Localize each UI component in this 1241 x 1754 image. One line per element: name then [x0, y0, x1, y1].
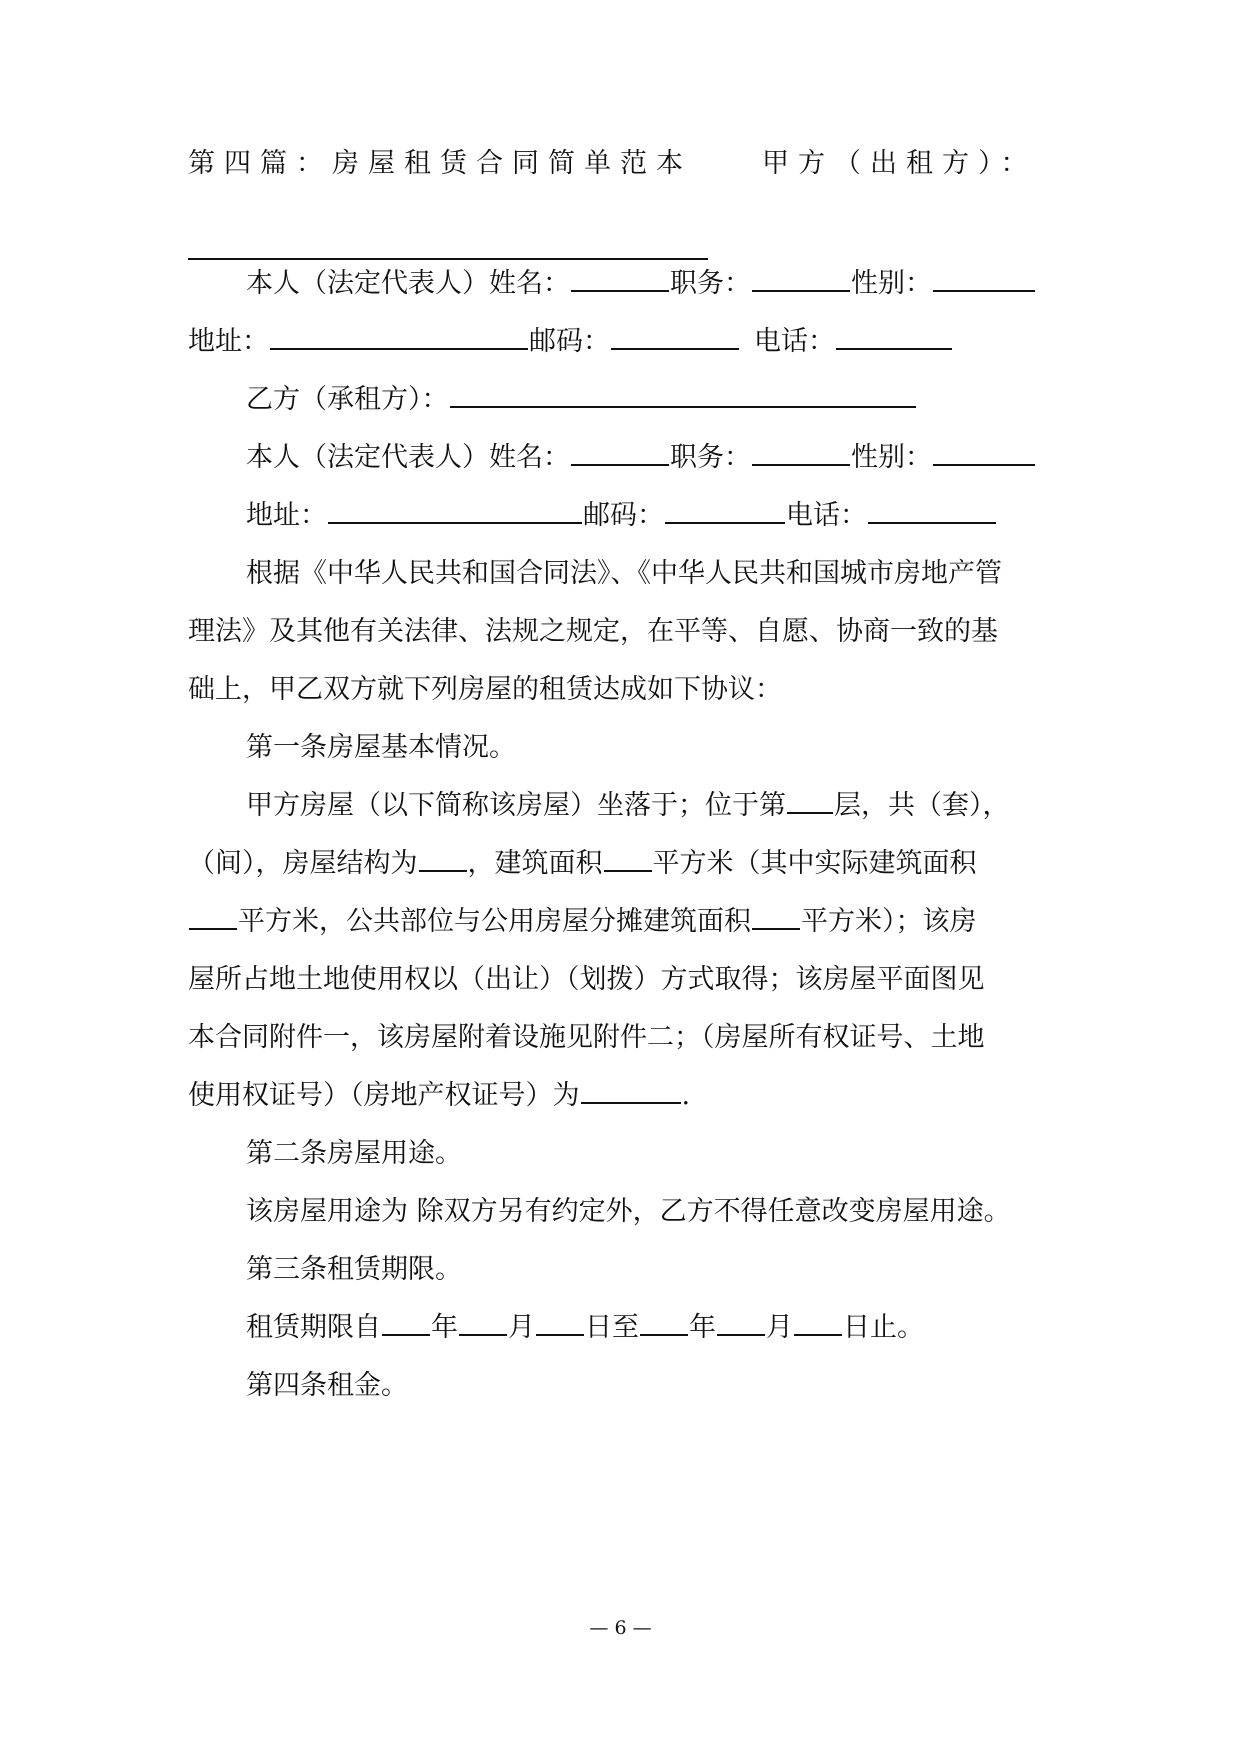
party-a-rep-line — [246, 262, 1036, 306]
position-label: 职务： — [670, 442, 751, 473]
text: 月 — [766, 1312, 793, 1343]
postcode-blank[interactable] — [665, 498, 785, 524]
article-1-line-4: 屋所占地土地使用权以（出让）（划拨）方式取得；该房屋平面图见 — [188, 964, 985, 995]
text: ，建筑面积 — [467, 848, 603, 879]
shared-area-blank[interactable] — [752, 904, 800, 930]
gender-label: 性别： — [851, 268, 932, 299]
address-blank[interactable] — [270, 324, 528, 350]
intro-line-3: 础上，甲乙双方就下列房屋的租赁达成如下协议： — [188, 674, 782, 705]
intro-line-2: 理法》及其他有关法律、法规之规定，在平等、自愿、协商一致的基 — [188, 616, 998, 647]
end-year-blank[interactable] — [640, 1310, 688, 1336]
article-2-text: 该房屋用途为 除双方另有约定外，乙方不得任意改变房屋用途。 — [246, 1196, 1011, 1227]
text: . — [681, 1080, 691, 1111]
name-blank[interactable] — [571, 440, 669, 466]
address-blank[interactable] — [328, 498, 582, 524]
rep-label: 本人（法定代表人）姓名： — [246, 268, 570, 299]
text: 年 — [431, 1312, 458, 1343]
floor-blank[interactable] — [787, 788, 833, 814]
text: 使用权证号）（房地产权证号）为 — [188, 1080, 580, 1111]
start-day-blank[interactable] — [536, 1310, 584, 1336]
start-year-blank[interactable] — [382, 1310, 430, 1336]
postcode-label: 邮码： — [583, 500, 664, 531]
text: 层，共（套）， — [834, 790, 1010, 821]
text: 甲方房屋（以下简称该房屋）坐落于；位于第 — [246, 790, 786, 821]
article-1-line-5: 本合同附件一，该房屋附着设施见附件二；（房屋所有权证号、土地 — [188, 1022, 985, 1053]
article-1-line-2 — [188, 842, 977, 886]
phone-blank[interactable] — [868, 498, 996, 524]
text: （间），房屋结构为 — [188, 848, 418, 879]
phone-label: 电话： — [786, 500, 867, 531]
start-month-blank[interactable] — [459, 1310, 507, 1336]
gender-blank[interactable] — [933, 440, 1035, 466]
text: 日至 — [585, 1312, 639, 1343]
gender-label: 性别： — [851, 442, 932, 473]
end-month-blank[interactable] — [717, 1310, 765, 1336]
text: 平方米（其中实际建筑面积 — [652, 848, 977, 879]
party-b-label: 乙方（承租方）： — [246, 384, 449, 415]
certificate-blank[interactable] — [581, 1078, 681, 1104]
position-blank[interactable] — [752, 440, 850, 466]
phone-blank[interactable] — [836, 324, 952, 350]
phone-label: 电话： — [754, 326, 835, 357]
position-blank[interactable] — [752, 266, 850, 292]
party-a-label: 甲方（出租方）： — [762, 148, 1037, 179]
article-1-line-6 — [188, 1074, 690, 1118]
structure-blank[interactable] — [419, 846, 467, 872]
party-b-rep-line — [246, 436, 1036, 480]
text: 平方米，公共部位与公用房屋分摊建筑面积 — [238, 906, 751, 937]
gender-blank[interactable] — [933, 266, 1035, 292]
party-b-line — [246, 378, 917, 422]
name-blank[interactable] — [571, 266, 669, 292]
party-b-address-line — [246, 494, 997, 538]
end-day-blank[interactable] — [794, 1310, 842, 1336]
party-b-blank[interactable] — [450, 382, 916, 408]
text: 日止。 — [843, 1312, 924, 1343]
article-1-line-3 — [188, 900, 977, 944]
article-4-title: 第四条租金。 — [246, 1370, 408, 1401]
postcode-blank[interactable] — [611, 324, 739, 350]
position-label: 职务： — [670, 268, 751, 299]
article-3-title: 第三条租赁期限。 — [246, 1254, 462, 1285]
text: 年 — [689, 1312, 716, 1343]
page-number: — 6 — — [589, 1617, 652, 1639]
article-3-text — [246, 1306, 924, 1350]
party-a-address-line — [188, 320, 953, 364]
text: 平方米）；该房 — [801, 906, 977, 937]
postcode-label: 邮码： — [529, 326, 610, 357]
rep-label: 本人（法定代表人）姓名： — [246, 442, 570, 473]
actual-area-blank[interactable] — [189, 904, 237, 930]
article-1-title: 第一条房屋基本情况。 — [246, 732, 516, 763]
text: 租赁期限自 — [246, 1312, 381, 1343]
title-line — [188, 142, 1037, 186]
intro-line-1: 根据《中华人民共和国合同法》、《中华人民共和国城市房地产管 — [246, 558, 1002, 589]
address-label: 地址： — [188, 326, 269, 357]
document-title: 第四篇：房屋租赁合同简单范本 — [188, 148, 692, 179]
area-blank[interactable] — [604, 846, 652, 872]
text: 月 — [508, 1312, 535, 1343]
party-a-fill-line — [188, 258, 708, 260]
article-2-title: 第二条房屋用途。 — [246, 1138, 462, 1169]
article-1-line-1 — [246, 784, 1010, 828]
address-label: 地址： — [246, 500, 327, 531]
